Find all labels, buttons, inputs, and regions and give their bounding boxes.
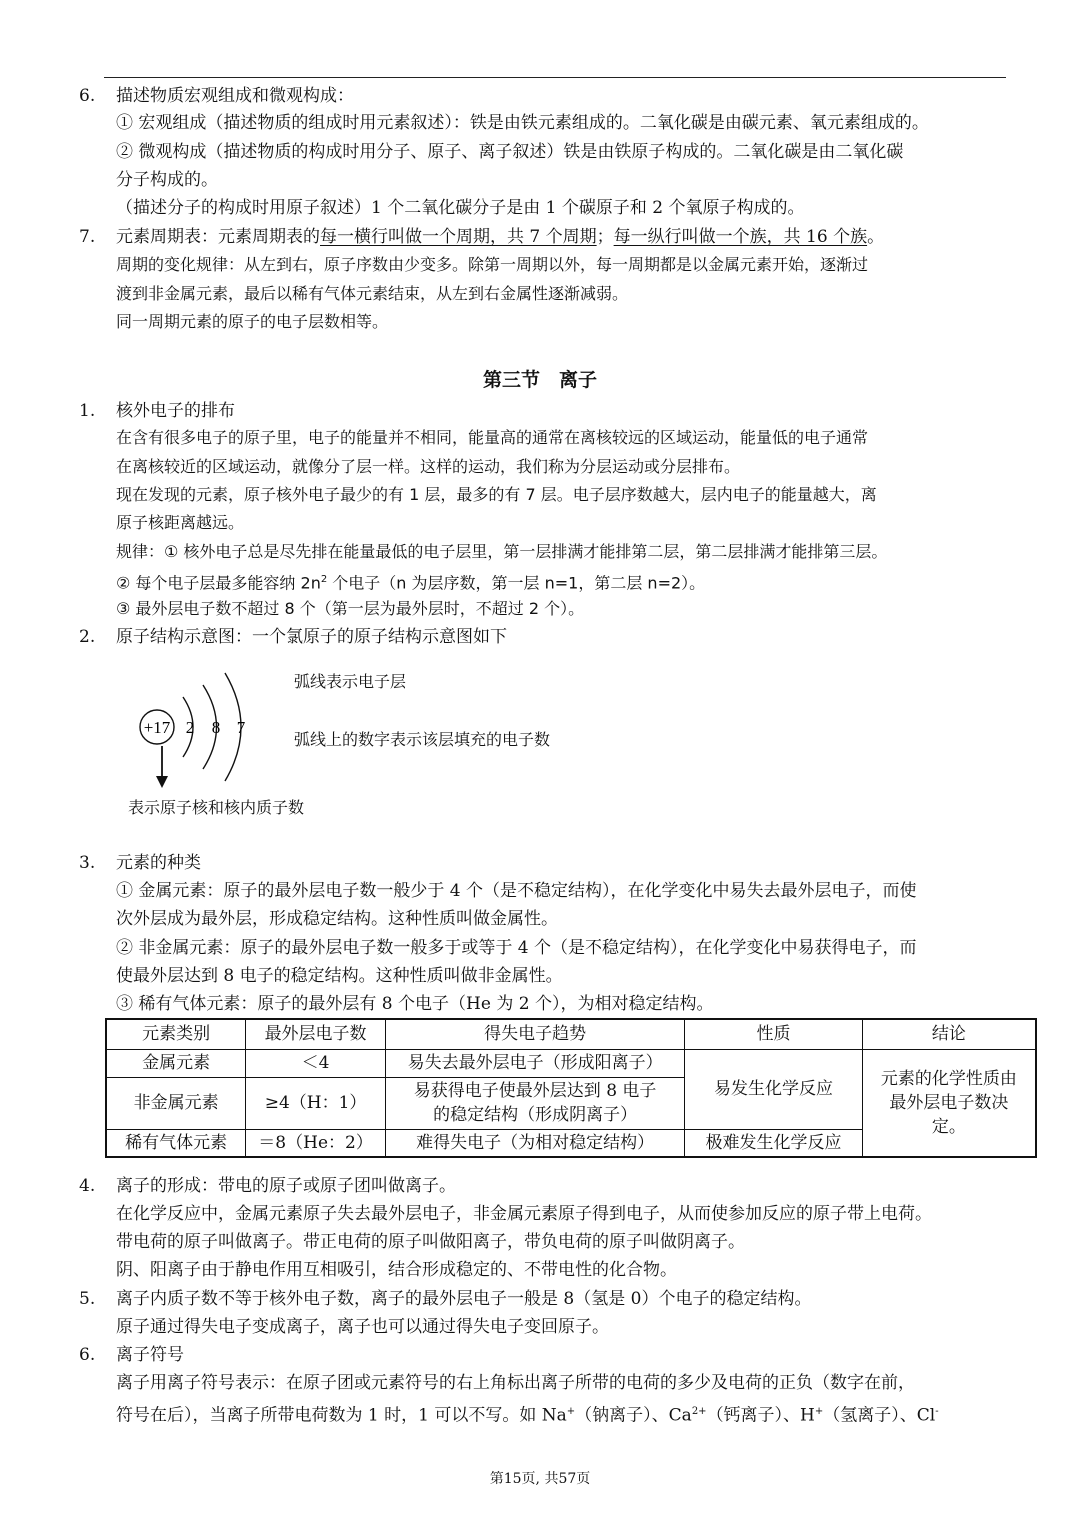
- rule-line: ② 每个电子层最多能容纳 $2n^2$ 个电子（n 为层序数，第一层 n=1，第二层 n=2）。: [116, 573, 706, 593]
- item-title: 元素的种类: [116, 853, 201, 873]
- paragraph-line: （描述分子的构成时用原子叙述）1 个二氧化碳分子是由 1 个碳原子和 2 个氧原子构成的。: [116, 198, 805, 218]
- section-title: 第三节 离子: [482, 369, 597, 391]
- atom-structure-diagram: [130, 660, 270, 800]
- item-title: 原子结构示意图：一个氯原子的原子结构示意图如下: [116, 627, 507, 647]
- underlined-period-text: 每一横行叫做一个周期，共 7 个周期: [320, 227, 597, 247]
- table-cell: 元素的化学性质由 最外层电子数决 定。: [862, 1049, 1036, 1157]
- ion-examples-line: 符号在后），当离子所带电荷数为 1 时，1 可以不写。如 Na+（钠离子）、$Ca^{2+}$（钙离子）、H+（氢离子）、Cl-: [116, 1405, 939, 1426]
- underlined-group-text: 每一纵行叫做一个族，共 16 个族: [613, 227, 868, 247]
- table-cell: ＝8（He：2）: [246, 1129, 386, 1157]
- paragraph-line: ① 金属元素：原子的最外层电子数一般少于 4 个（是不稳定结构），在化学变化中易失去最外层电子，而使: [116, 881, 917, 901]
- shell-electron-count: 8: [211, 718, 221, 737]
- paragraph-line: 离子内质子数不等于核外电子数，离子的最外层电子一般是 8（氢是 0）个电子的稳定结构。: [116, 1289, 812, 1309]
- rule-line: 规律：① 核外电子总是尽先排在能量最低的电子层里，第一层排满才能排第二层，第二层排满才能排第三层。: [116, 542, 888, 561]
- table-header: 元素类别: [106, 1019, 246, 1049]
- table-cell: 稀有气体元素: [106, 1129, 246, 1157]
- item-number: 3.: [79, 853, 96, 873]
- table-cell: 难得失电子（为相对稳定结构）: [385, 1129, 684, 1157]
- table-row: [106, 1049, 1036, 1077]
- paragraph-line: ① 宏观组成（描述物质的组成时用元素叙述）：铁是由铁元素组成的。二氧化碳是由碳元素、氧元素组成的。: [116, 113, 929, 133]
- paragraph-line: 渡到非金属元素，最后以稀有气体元素结束，从左到右金属性逐渐减弱。: [116, 284, 629, 303]
- table-cell: ≥4（H：1）: [246, 1077, 386, 1129]
- diagram-label: 弧线上的数字表示该层填充的电子数: [294, 730, 551, 749]
- paragraph-line: 分子构成的。: [116, 170, 218, 190]
- item-number: 6.: [79, 1345, 96, 1365]
- item-title: 离子的形成：带电的原子或原子团叫做离子。: [116, 1176, 456, 1196]
- table-header: 结论: [862, 1019, 1036, 1049]
- table-cell: 易失去最外层电子（形成阳离子）: [385, 1049, 684, 1077]
- paragraph-line: 同一周期元素的原子的电子层数相等。: [116, 312, 389, 331]
- table-header: 最外层电子数: [246, 1019, 386, 1049]
- shell-electron-count: 2: [185, 718, 195, 737]
- table-header: 得失电子趋势: [385, 1019, 684, 1049]
- paragraph-line: ③ 稀有气体元素：原子的最外层有 8 个电子（He 为 2 个），为相对稳定结构。: [116, 994, 714, 1014]
- table-cell: 易发生化学反应: [685, 1049, 863, 1129]
- item-number: 7.: [79, 227, 96, 247]
- paragraph-line: 现在发现的元素，原子核外电子最少的有 1 层，最多的有 7 层。电子层序数越大，层内电子的能量越大，离: [116, 485, 877, 504]
- nucleus-charge: +17: [143, 718, 171, 737]
- paragraph-line: 原子通过得失电子变成离子，离子也可以通过得失电子变回原子。: [116, 1317, 609, 1337]
- paragraph-line: ② 非金属元素：原子的最外层电子数一般多于或等于 4 个（是不稳定结构），在化学变化中易获得电子，而: [116, 938, 917, 958]
- diagram-label: 弧线表示电子层: [294, 672, 407, 691]
- paragraph-line: 阴、阳离子由于静电作用互相吸引，结合形成稳定的、不带电性的化合物。: [116, 1260, 677, 1280]
- periodic-table-line: 元素周期表：元素周期表的每一横行叫做一个周期，共 7 个周期；每一纵行叫做一个族，共 16 个族。: [116, 227, 885, 247]
- element-type-table: [105, 1018, 1037, 1158]
- table-cell: ＜4: [246, 1049, 386, 1077]
- table-header: 性质: [685, 1019, 863, 1049]
- header-rule: [104, 77, 1006, 78]
- item-number: 5.: [79, 1289, 96, 1309]
- table-cell: 非金属元素: [106, 1077, 246, 1129]
- item-number: 4.: [79, 1176, 96, 1196]
- item-title: 描述物质宏观组成和微观构成：: [116, 86, 354, 106]
- item-number: 1.: [79, 401, 96, 421]
- paragraph-line: 在化学反应中，金属元素原子失去最外层电子，非金属元素原子得到电子，从而使参加反应的原子带上电荷。: [116, 1204, 932, 1224]
- diagram-label: 表示原子核和核内质子数: [128, 798, 305, 817]
- table-cell: 易获得电子使最外层达到 8 电子 的稳定结构（形成阴离子）: [385, 1077, 684, 1129]
- page-footer: 第15页, 共57页: [489, 1471, 591, 1487]
- paragraph-line: 离子用离子符号表示：在原子团或元素符号的右上角标出离子所带的电荷的多少及电荷的正负（数字在前，: [116, 1373, 915, 1393]
- paragraph-line: 周期的变化规律：从左到右，原子序数由少变多。除第一周期以外，每一周期都是以金属元素开始，逐渐过: [116, 255, 869, 274]
- item-number: 2.: [79, 627, 96, 647]
- shell-electron-count: 7: [236, 718, 246, 737]
- paragraph-line: 在离核较近的区域运动，就像分了层一样。这样的运动，我们称为分层运动或分层排布。: [116, 457, 741, 476]
- arrow-head-icon: [156, 776, 168, 788]
- table-cell: 极难发生化学反应: [685, 1129, 863, 1157]
- item-number: 6.: [79, 86, 96, 106]
- table-header-row: [106, 1019, 1036, 1049]
- item-title: 核外电子的排布: [116, 401, 235, 421]
- paragraph-line: 带电荷的原子叫做离子。带正电荷的原子叫做阳离子，带负电荷的原子叫做阴离子。: [116, 1232, 745, 1252]
- paragraph-line: 使最外层达到 8 电子的稳定结构。这种性质叫做非金属性。: [116, 966, 563, 986]
- item-title: 离子符号: [116, 1345, 184, 1365]
- table-cell: 金属元素: [106, 1049, 246, 1077]
- paragraph-line: 原子核距离越远。: [116, 513, 245, 532]
- paragraph-line: ② 微观构成（描述物质的构成时用分子、原子、离子叙述）铁是由铁原子构成的。二氧化碳是由二氧化碳: [116, 142, 904, 162]
- paragraph-line: 次外层成为最外层，形成稳定结构。这种性质叫做金属性。: [116, 909, 558, 929]
- paragraph-line: 在含有很多电子的原子里，电子的能量并不相同，能量高的通常在离核较远的区域运动，能量低的电子通常: [116, 428, 869, 447]
- rule-line: ③ 最外层电子数不超过 8 个（第一层为最外层时，不超过 2 个）。: [116, 599, 585, 618]
